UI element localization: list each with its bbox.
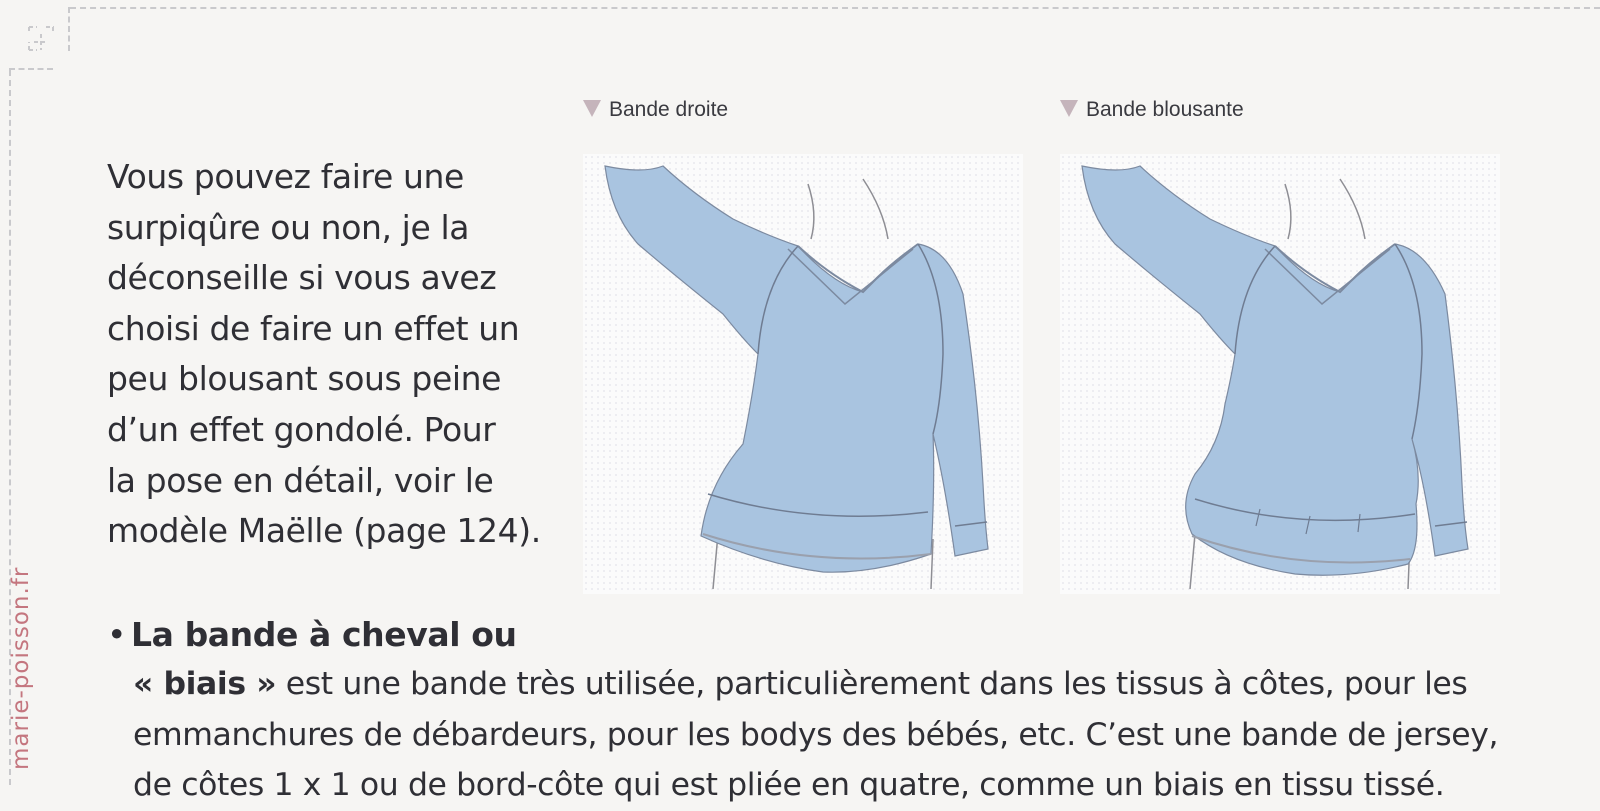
body-line bbox=[133, 659, 1573, 710]
dashed-corner-vertical bbox=[68, 7, 70, 51]
paragraph-line: surpiqûre ou non, je la bbox=[107, 207, 470, 247]
paragraph-line: d’un effet gondolé. Pour bbox=[107, 409, 496, 449]
sweater-illustration-straight bbox=[583, 154, 1023, 594]
figure-straight-band bbox=[583, 154, 1023, 594]
paragraph-line: peu blousant sous peine bbox=[107, 359, 502, 399]
paragraph-line: la pose en détail, voir le bbox=[107, 460, 494, 500]
bullet-heading bbox=[107, 610, 517, 660]
paragraph-line: modèle Maëlle (page 124). bbox=[107, 511, 541, 551]
side-website-url: marie-poisson.fr bbox=[8, 566, 34, 770]
intro-paragraph bbox=[107, 152, 547, 557]
paragraph-line: choisi de faire un effet un bbox=[107, 308, 520, 348]
figure-blouson-band bbox=[1060, 154, 1500, 594]
figure-label-text: Bande blousante bbox=[1086, 98, 1244, 121]
body-line: de côtes 1 x 1 ou de bord-côte qui est pliée en quatre, comme un biais en tissu tissé. bbox=[133, 767, 1445, 804]
body-bold-term: « biais » bbox=[133, 666, 277, 702]
figure-label-straight-band bbox=[583, 98, 728, 122]
body-line-rest: est une bande très utilisée, particulièrement dans les tissus à côtes, pour les bbox=[276, 666, 1468, 702]
bullet-body bbox=[133, 659, 1573, 811]
paragraph-line: Vous pouvez faire une bbox=[107, 157, 464, 196]
figure-label-text: Bande droite bbox=[609, 98, 729, 121]
sweater-illustration-blouson bbox=[1060, 154, 1500, 594]
figure-label-blouson-band bbox=[1060, 98, 1244, 122]
triangle-marker-icon bbox=[583, 100, 601, 117]
paragraph-line: déconseille si vous avez bbox=[107, 258, 497, 298]
crop-mark-icon bbox=[26, 24, 56, 54]
dashed-corner-horizontal bbox=[9, 68, 53, 70]
body-line: emmanchures de débardeurs, pour les bodys des bébés, etc. C’est une bande de jersey, bbox=[133, 716, 1499, 753]
bullet-heading-text: La bande à cheval ou bbox=[131, 615, 517, 654]
bullet-dot: • bbox=[107, 615, 127, 654]
triangle-marker-icon bbox=[1060, 100, 1078, 117]
dashed-border-top bbox=[70, 7, 1600, 9]
